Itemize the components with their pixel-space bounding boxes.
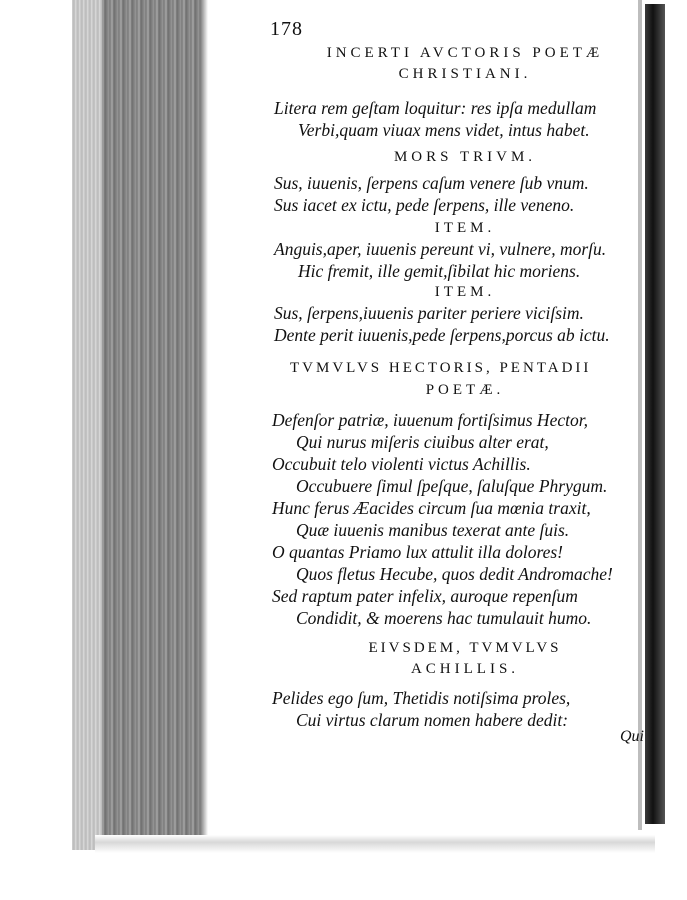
- item1-line-1: Anguis,aper, iuuenis pereunt vi, vulnere, morſu.: [274, 239, 607, 259]
- item1-line-2: Hic fremit, ille gemit,ſibilat hic moriens.: [298, 261, 581, 281]
- hector-line-2: Qui nurus miſeris ciuibus alter erat,: [296, 432, 549, 452]
- hector-line-7: O quantas Priamo lux attulit illa dolores!: [272, 542, 564, 562]
- right-page-edge: [638, 0, 642, 830]
- achilles-line-2: Cui virtus clarum nomen habere dedit:: [296, 710, 569, 730]
- heading-tumulus-hectoris-2: POETÆ.: [425, 382, 505, 398]
- book-edge-highlight: [72, 0, 102, 850]
- intro-line-1: Litera rem geſtam loquitur: res ipſa medullam: [274, 98, 597, 118]
- achilles-line-1: Pelides ego ſum, Thetidis notiſsima proles,: [272, 688, 571, 708]
- intro-line-2: Verbi,quam viuax mens videt, intus habet.: [298, 120, 590, 140]
- mors-trium-line-1: Sus, iuuenis, ſerpens caſum venere ſub vnum.: [274, 173, 589, 193]
- item2-line-1: Sus, ſerpens,iuuenis pariter periere viciſsim.: [274, 303, 584, 323]
- hector-line-5: Hunc ferus Æacides circum ſua mœnia traxit,: [272, 498, 591, 518]
- hector-line-3: Occubuit telo violenti victus Achillis.: [272, 454, 531, 474]
- hector-line-8: Quos fletus Hecube, quos dedit Andromache!: [296, 564, 613, 584]
- heading-tumulus-achillis-2: ACHILLIS.: [410, 661, 520, 677]
- page-number: 178: [270, 18, 303, 40]
- page-bottom-edge: [95, 835, 655, 853]
- gutter-shadow: [200, 0, 208, 850]
- heading-item-2: ITEM.: [434, 284, 496, 300]
- title-line-1: INCERTI AVCTORIS POETÆ: [326, 45, 604, 61]
- hector-line-6: Quæ iuuenis manibus texerat ante ſuis.: [296, 520, 570, 540]
- heading-tumulus-hectoris-1: TVMVLVS HECTORIS, PENTADII: [290, 360, 592, 376]
- heading-tumulus-achillis-1: EIVSDEM, TVMVLVS: [368, 640, 562, 656]
- catchword: Qui: [620, 728, 644, 745]
- right-binding-strip: [645, 4, 665, 824]
- item2-line-2: Dente perit iuuenis,pede ſerpens,porcus ab ictu.: [274, 325, 610, 345]
- hector-line-9: Sed raptum pater infelix, auroque repenſum: [272, 586, 578, 606]
- hector-line-4: Occubuere ſimul ſpeſque, ſaluſque Phrygum.: [296, 476, 608, 496]
- hector-line-10: Condidit, & moerens hac tumulauit humo.: [296, 608, 592, 628]
- mors-trium-line-2: Sus iacet ex ictu, pede ſerpens, ille veneno.: [274, 195, 575, 215]
- hector-line-1: Defenſor patriæ, iuuenum fortiſsimus Hector,: [272, 410, 588, 430]
- heading-mors-trium: MORS TRIVM.: [393, 149, 537, 165]
- heading-item-1: ITEM.: [434, 220, 496, 236]
- title-line-2: CHRISTIANI.: [398, 66, 532, 82]
